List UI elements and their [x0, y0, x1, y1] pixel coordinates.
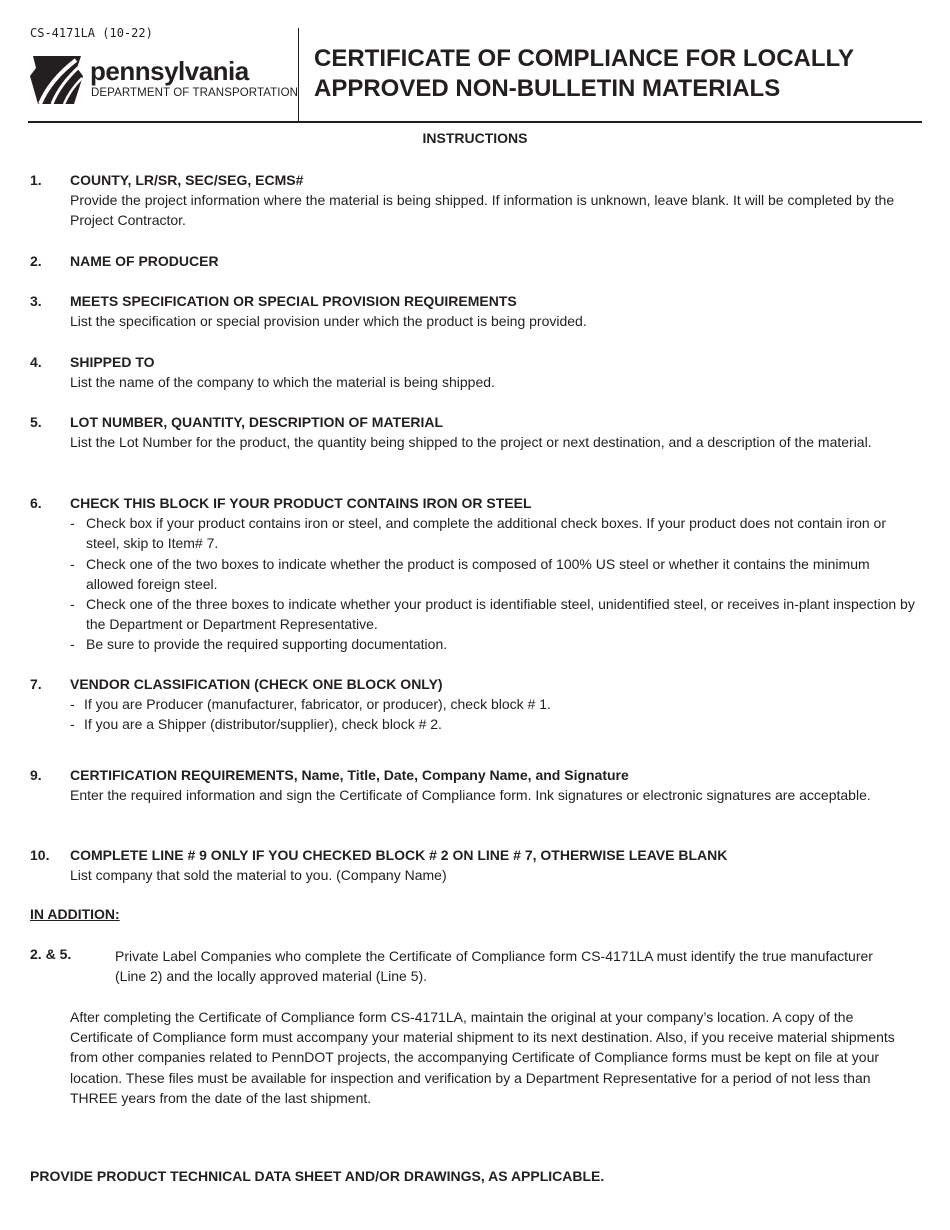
- title-line-2: APPROVED NON-BULLETIN MATERIALS: [314, 75, 781, 102]
- item-title: LOT NUMBER, QUANTITY, DESCRIPTION OF MATERIAL: [70, 414, 444, 430]
- bullet-text: If you are a Shipper (distributor/supplier), check block # 2.: [84, 716, 442, 733]
- bullet-text: Check one of the two boxes to indicate whether the product is composed of 100% US steel or whether it contains the minimum allowed foreign steel.: [86, 555, 870, 592]
- bullet-item: - Be sure to provide the required supporting documentation.: [70, 636, 448, 653]
- logo-department: DEPARTMENT OF TRANSPORTATION: [91, 87, 299, 99]
- item-text: List the Lot Number for the product, the quantity being shipped to the project or next destination, and a description of the material.: [70, 434, 872, 451]
- logo-wordmark: pennsylvania: [90, 56, 249, 86]
- item-number: 4.: [30, 354, 42, 370]
- item-text: Enter the required information and sign the Certificate of Compliance form. Ink signatures or electronic signatures are acceptable.: [70, 787, 871, 804]
- in-addition-heading: IN ADDITION:: [30, 906, 120, 922]
- title-line-1: CERTIFICATE OF COMPLIANCE FOR LOCALLY: [314, 45, 854, 72]
- item-title: CHECK THIS BLOCK IF YOUR PRODUCT CONTAINS IRON OR STEEL: [70, 495, 532, 511]
- page-title: [314, 44, 934, 104]
- retention-paragraph: After completing the Certificate of Compliance form CS-4171LA, maintain the original at your company’s location. A copy of the Certificate of Compliance form must accompany your material shipment to its next destination. Also, if you receive material shipments from other companies related to PennDOT projects, the accompanying Certificate of Compliance forms must be kept on file at your location. These files must be available for inspection and verification by a Department Representative for a period of not less than THREE years from the date of the last shipment.: [70, 1009, 895, 1106]
- instructions-heading: INSTRUCTIONS: [422, 130, 528, 146]
- penndot-logo: [30, 54, 300, 108]
- keystone-logo-icon: [30, 54, 84, 106]
- item-title: COMPLETE LINE # 9 ONLY IF YOU CHECKED BLOCK # 2 ON LINE # 7, OTHERWISE LEAVE BLANK: [70, 847, 728, 863]
- bullet-item: - If you are a Shipper (distributor/supplier), check block # 2.: [70, 716, 442, 733]
- item-number: 1.: [30, 172, 42, 188]
- item-title: SHIPPED TO: [70, 354, 155, 370]
- item-number: 9.: [30, 767, 42, 783]
- footer-note: PROVIDE PRODUCT TECHNICAL DATA SHEET AND/OR DRAWINGS, AS APPLICABLE.: [30, 1168, 605, 1184]
- private-label-number: 2. & 5.: [30, 946, 72, 962]
- bullet-item: - Check one of the three boxes to indicate whether your product is identifiable steel, unidentified steel, or receives in-plant inspection by the Department or Department Representative.: [70, 596, 915, 633]
- bullet-item: - Check one of the two boxes to indicate whether the product is composed of 100% US steel or whether it contains the minimum allowed foreign steel.: [70, 555, 870, 592]
- bullet-text: If you are Producer (manufacturer, fabricator, or producer), check block # 1.: [84, 696, 551, 713]
- item-number: 6.: [30, 495, 42, 511]
- bullet-text: Check one of the three boxes to indicate whether your product is identifiable steel, unidentified steel, or receives in-plant inspection by the Department or Department Representative.: [86, 596, 915, 633]
- bullet-item: - If you are Producer (manufacturer, fabricator, or producer), check block # 1.: [70, 696, 551, 713]
- item-text: Provide the project information where the material is being shipped. If information is unknown, leave blank. It will be completed by the Project Contractor.: [70, 192, 895, 229]
- item-number: 10.: [30, 847, 50, 863]
- item-number: 3.: [30, 293, 42, 309]
- form-number: CS-4171LA (10-22): [30, 26, 153, 40]
- item-text: List the name of the company to which the material is being shipped.: [70, 374, 495, 391]
- item-title: CERTIFICATION REQUIREMENTS, Name, Title, Date, Company Name, and Signature: [70, 767, 629, 783]
- item-title: MEETS SPECIFICATION OR SPECIAL PROVISION REQUIREMENTS: [70, 293, 517, 309]
- item-title: NAME OF PRODUCER: [70, 253, 219, 269]
- item-number: 2.: [30, 253, 42, 269]
- bullet-text: Be sure to provide the required supporting documentation.: [86, 636, 448, 653]
- item-text: List the specification or special provision under which the product is being provided.: [70, 313, 587, 330]
- item-number: 5.: [30, 414, 42, 430]
- private-label-text: Private Label Companies who complete the Certificate of Compliance form CS-4171LA must identify the true manufacturer (Line 2) and the locally approved material (Line 5).: [115, 948, 873, 985]
- bullet-text: Check box if your product contains iron or steel, and complete the additional check boxes. If your product does not contain iron or steel, skip to Item# 7.: [86, 515, 887, 552]
- item-title: VENDOR CLASSIFICATION (CHECK ONE BLOCK ONLY): [70, 676, 443, 692]
- bullet-item: - Check box if your product contains iron or steel, and complete the additional check boxes. If your product does not contain iron or steel, skip to Item# 7.: [70, 515, 887, 552]
- item-text: List company that sold the material to you. (Company Name): [70, 867, 447, 884]
- item-title: COUNTY, LR/SR, SEC/SEG, ECMS#: [70, 172, 304, 188]
- item-number: 7.: [30, 676, 42, 692]
- header-divider: [298, 28, 299, 122]
- header-rule: [28, 121, 922, 123]
